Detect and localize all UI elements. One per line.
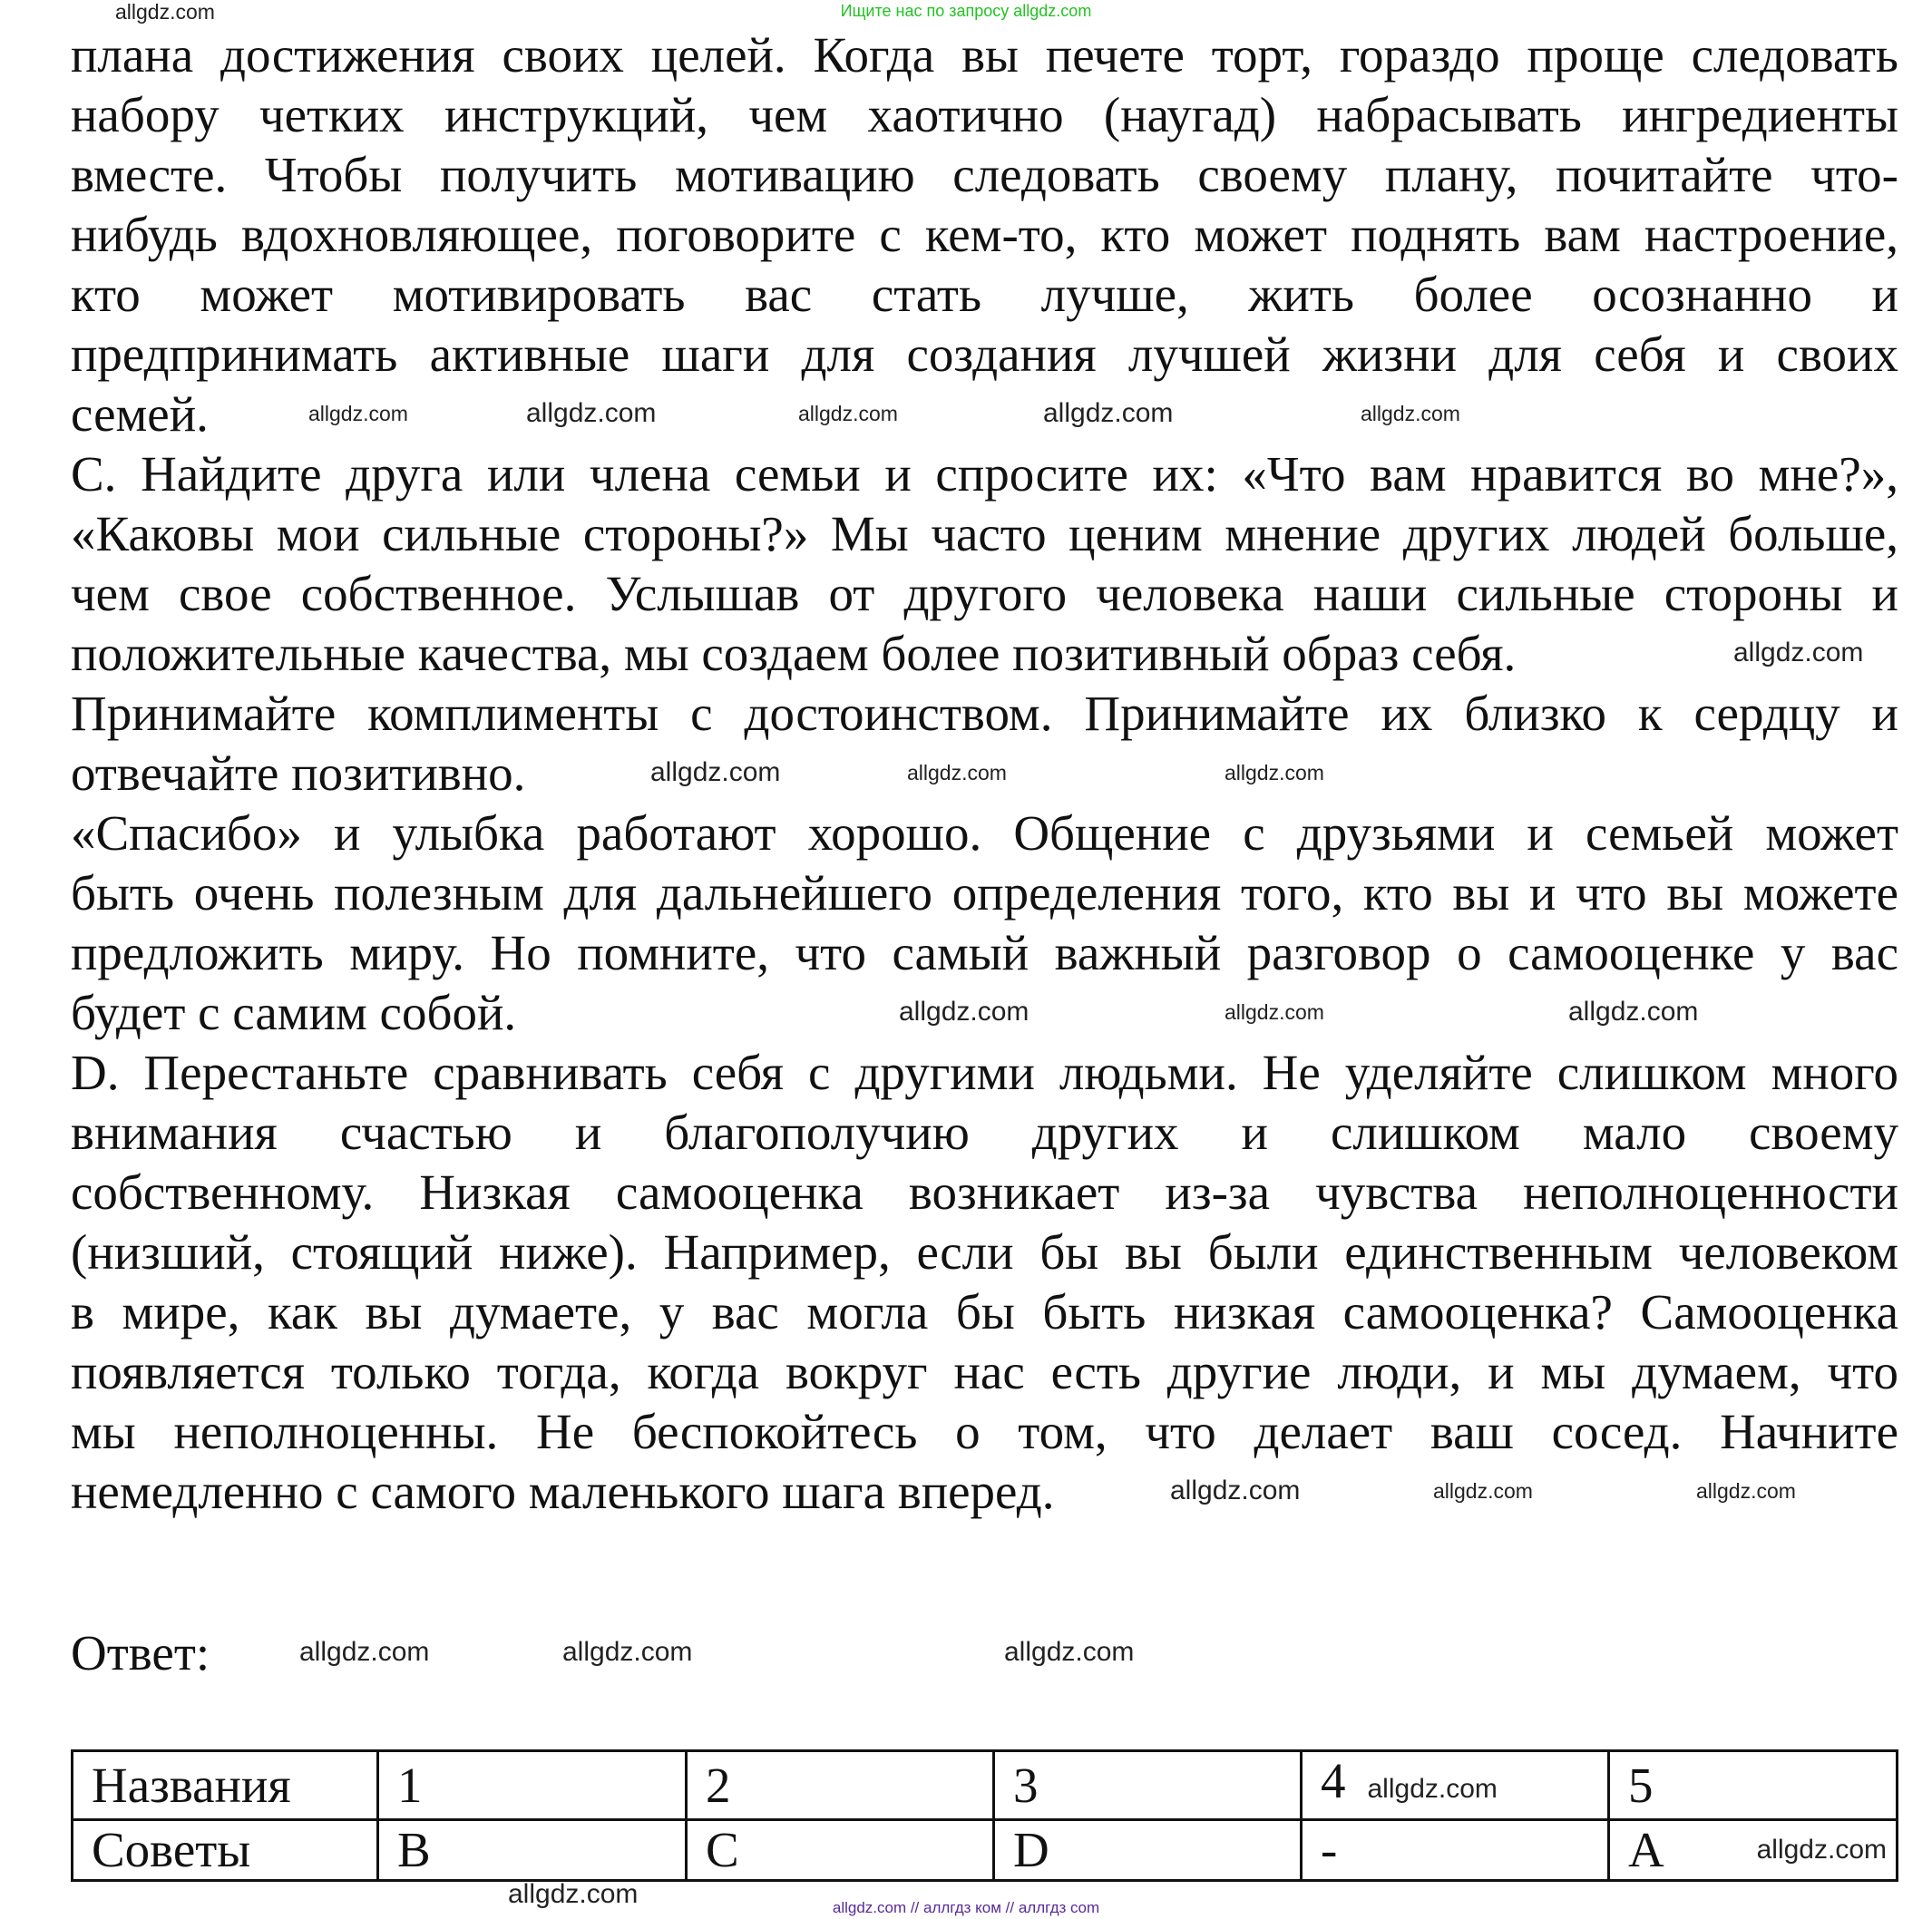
text-line: появляется только тогда, когда вокруг нас есть другие люди, и мы думаем, что (71, 1344, 1898, 1399)
table-cell: B (378, 1820, 687, 1881)
watermark: allgdz.com (562, 1637, 693, 1667)
text-line: будет с самим собой. (71, 985, 517, 1040)
table-cell: Советы (73, 1820, 378, 1881)
watermark: allgdz.com (308, 402, 408, 425)
text-line: предпринимать активные шаги для создания лучшей жизни для себя и своих (71, 326, 1898, 382)
watermark: allgdz.com (1568, 997, 1699, 1027)
watermark: allgdz.com (508, 1879, 639, 1909)
text-line: мы неполноценны. Не беспокойтесь о том, что делает ваш сосед. Начните (71, 1404, 1898, 1459)
watermark: allgdz.com (1756, 1835, 1887, 1865)
table-cell: C (687, 1820, 994, 1881)
text-line: нибудь вдохновляющее, поговорите с кем-то, кто может поднять вам настроение, (71, 207, 1898, 262)
top-banner: Ищите нас по запросу allgdz.com (840, 2, 1092, 20)
watermark: allgdz.com (798, 402, 898, 425)
table-cell: 3 (994, 1751, 1302, 1820)
watermark: allgdz.com (1733, 638, 1864, 667)
watermark: allgdz.com (299, 1637, 430, 1667)
watermark: allgdz.com (1043, 398, 1174, 428)
text-line: C. Найдите друга или члена семьи и спросите их: «Что вам нравится во мне?», (71, 446, 1898, 502)
table-row-names (73, 1751, 1898, 1820)
table-cell: - (1302, 1820, 1609, 1881)
watermark: allgdz.com (1367, 1774, 1498, 1804)
watermark: allgdz.com (1004, 1637, 1135, 1667)
text-line: отвечайте позитивно. (71, 745, 526, 801)
answer-label: Ответ: (71, 1625, 210, 1680)
watermark: allgdz.com (1696, 1479, 1796, 1503)
text-line: Принимайте комплименты с достоинством. Принимайте их близко к сердцу и (71, 686, 1898, 741)
bottom-banner: allgdz.com // аллгдз ком // аллгдз com (832, 1899, 1100, 1916)
text-line: «Каковы мои сильные стороны?» Мы часто ценим мнение других людей больше, (71, 506, 1898, 561)
watermark: allgdz.com (1433, 1479, 1533, 1503)
table-cell (1302, 1751, 1609, 1820)
watermark: allgdz.com (115, 0, 215, 24)
table-cell: 5 (1609, 1751, 1898, 1820)
text-line: (низший, стоящий ниже). Например, если бы вы были единственным человеком (71, 1224, 1898, 1280)
table-cell: D (994, 1820, 1302, 1881)
text-line: предложить миру. Но помните, что самый важный разговор о самооценке у вас (71, 925, 1898, 980)
table-cell-text: 4 (1321, 1753, 1346, 1808)
text-line: D. Перестаньте сравнивать себя с другими людьми. Не уделяйте слишком много (71, 1045, 1898, 1100)
watermark: allgdz.com (526, 398, 657, 428)
text-line: положительные качества, мы создаем более позитивный образ себя. (71, 626, 1517, 681)
text-line: семей. (71, 386, 209, 442)
table-cell (1609, 1820, 1898, 1881)
text-line: кто может мотивировать вас стать лучше, жить более осознанно и (71, 267, 1898, 322)
watermark: allgdz.com (1361, 402, 1460, 425)
table-row-advice (73, 1820, 1898, 1881)
table-cell-text: A (1628, 1822, 1664, 1877)
watermark: allgdz.com (907, 761, 1007, 784)
text-line: быть очень полезным для дальнейшего определения того, кто вы и что вы можете (71, 865, 1898, 921)
watermark: allgdz.com (1170, 1476, 1301, 1505)
text-line: набору четких инструкций, чем хаотично (наугад) набрасывать ингредиенты (71, 87, 1898, 142)
text-line: немедленно с самого маленького шага вперед. (71, 1464, 1055, 1519)
watermark: allgdz.com (899, 997, 1029, 1027)
text-line: чем свое собственное. Услышав от другого человека наши сильные стороны и (71, 566, 1898, 621)
table-cell: 2 (687, 1751, 994, 1820)
text-line: «Спасибо» и улыбка работают хорошо. Общение с друзьями и семьей может (71, 805, 1898, 861)
text-line: вместе. Чтобы получить мотивацию следовать своему плану, почитайте что- (71, 147, 1898, 202)
table-cell: Названия (73, 1751, 378, 1820)
table-cell: 1 (378, 1751, 687, 1820)
watermark: allgdz.com (1225, 1000, 1324, 1024)
watermark: allgdz.com (650, 757, 781, 787)
text-line: плана достижения своих целей. Когда вы печете торт, гораздо проще следовать (71, 27, 1898, 83)
text-line: собственному. Низкая самооценка возникает из-за чувства неполноценности (71, 1164, 1898, 1220)
watermark: allgdz.com (1225, 761, 1324, 784)
text-line: в мире, как вы думаете, у вас могла бы быть низкая самооценка? Самооценка (71, 1284, 1898, 1339)
text-line: внимания счастью и благополучию других и слишком мало своему (71, 1105, 1898, 1160)
answer-table (71, 1749, 1898, 1882)
